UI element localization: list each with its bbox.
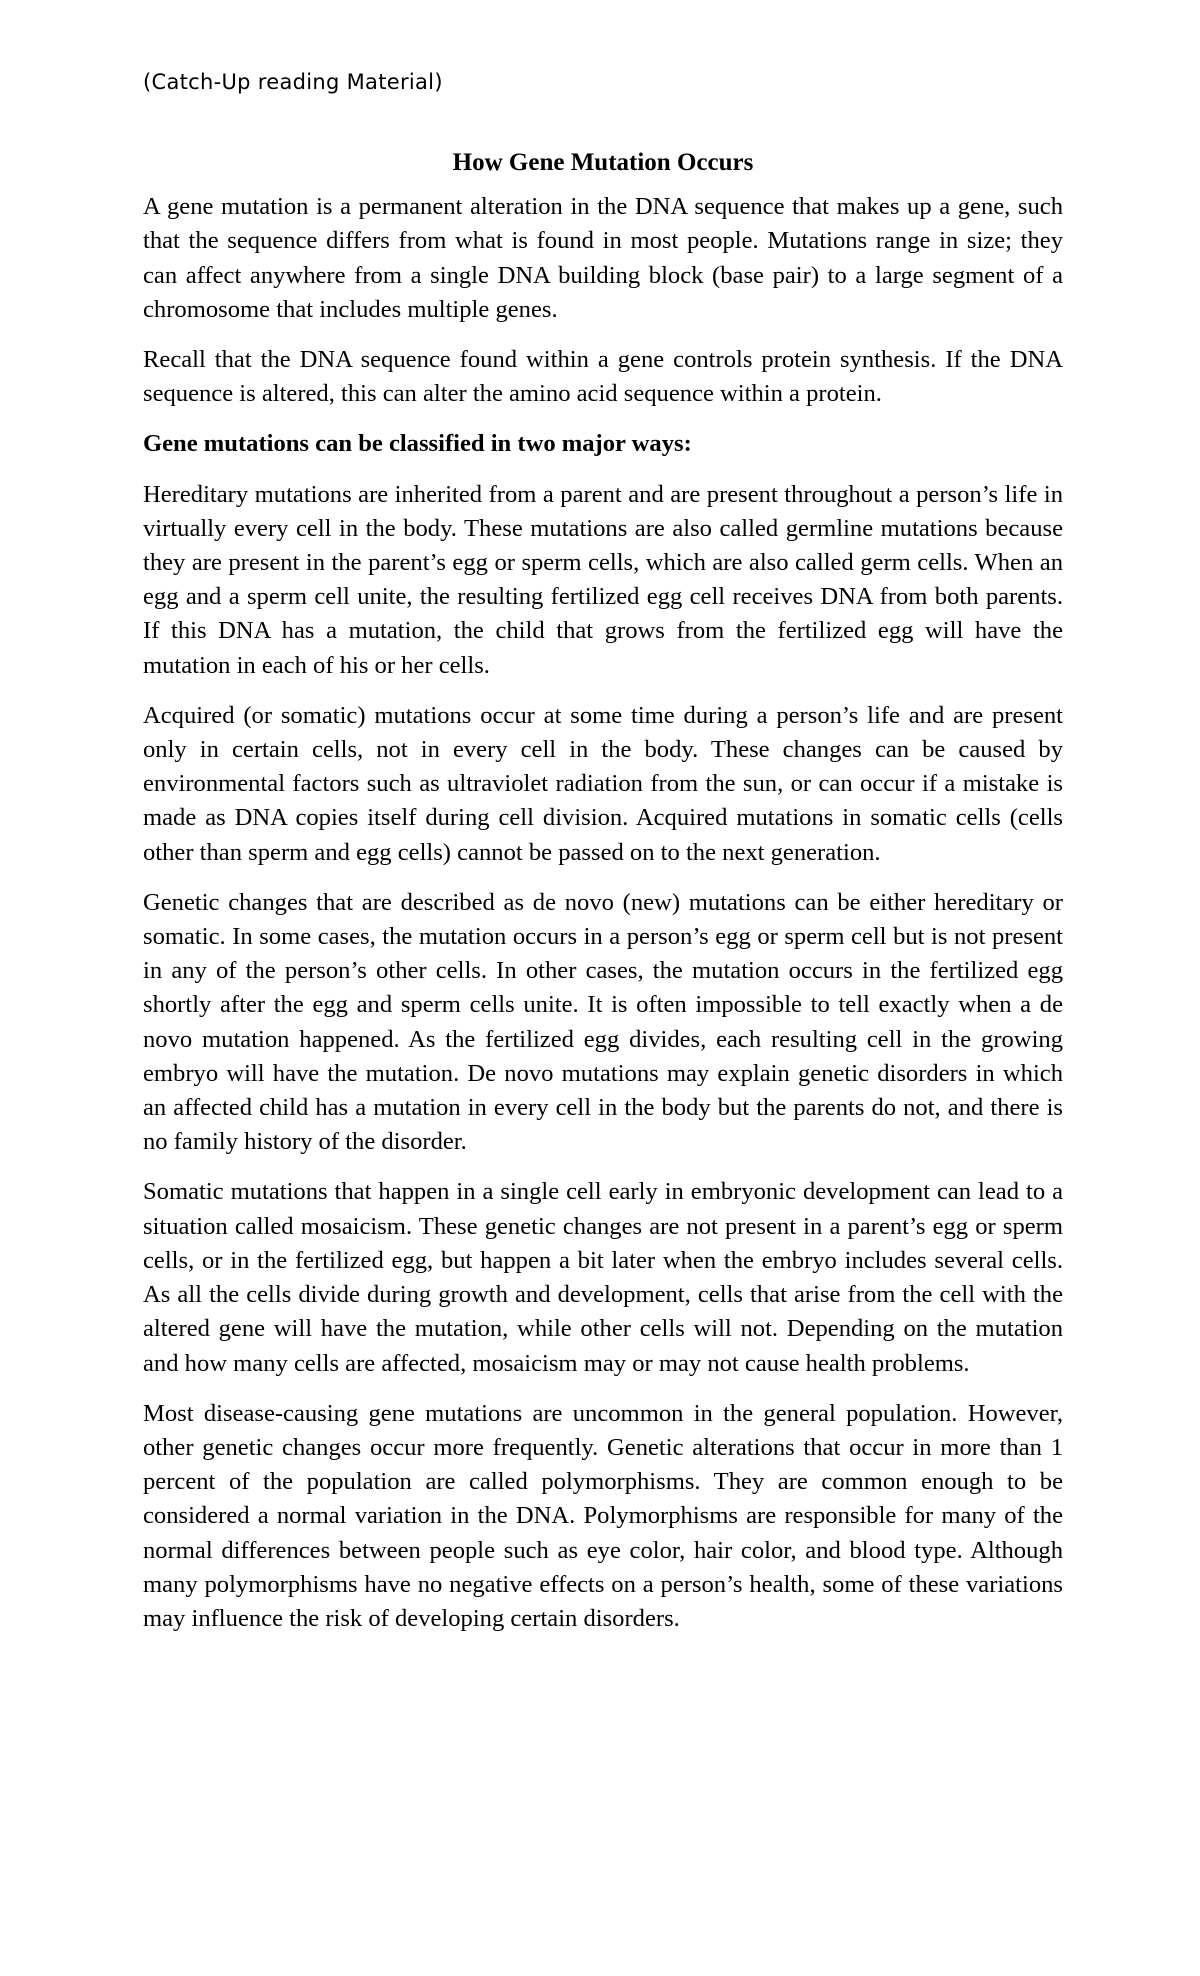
paragraph-mosaicism: Somatic mutations that happen in a single cell early in embryonic development can lead to a situation called mosaicism. These genetic changes are not present in a parent’s egg or sperm cells, or in the fertilized egg, but happen a bit later when the embryo includes several cells. As all the cells divide during growth and development, cells that arise from the cell with the altered gene will have the mutation, while other cells will not. Depending on the mutation and how many cells are affected, mosaicism may or may not cause health problems.: [143, 1178, 1063, 1377]
document-body: [143, 146, 1063, 1652]
document-title: How Gene Mutation Occurs: [452, 149, 754, 176]
paragraph-polymorphisms: Most disease-causing gene mutations are uncommon in the general population. However, other genetic changes occur more frequently. Genetic alterations that occur in more than 1 percent of the population are called polymorphisms. They are common enough to be considered a normal variation in the DNA. Polymorphisms are responsible for many of the normal differences between people such as eye color, hair color, and blood type. Although many polymorphisms have no negative effects on a person’s health, some of these variations may influence the risk of developing certain disorders.: [143, 1399, 1063, 1632]
paragraph-acquired: Acquired (or somatic) mutations occur at some time during a person’s life and are present only in certain cells, not in every cell in the body. These changes can be caused by environmental factors such as ultraviolet radiation from the sun, or can occur if a mistake is made as DNA copies itself during cell division. Acquired mutations in somatic cells (cells other than sperm and egg cells) cannot be passed on to the next generation.: [143, 701, 1063, 866]
paragraph-hereditary: Hereditary mutations are inherited from a parent and are present throughout a person’s life in virtually every cell in the body. These mutations are also called germline mutations because they are present in the parent’s egg or sperm cells, which are also called germ cells. When an egg and a sperm cell unite, the resulting fertilized egg cell receives DNA from both parents. If this DNA has a mutation, the child that grows from the fertilized egg will have the mutation in each of his or her cells.: [143, 480, 1063, 679]
section-subheading: Gene mutations can be classified in two major ways:: [143, 430, 692, 458]
paragraph-de-novo: Genetic changes that are described as de novo (new) mutations can be either hereditary or somatic. In some cases, the mutation occurs in a person’s egg or sperm cell but is not present in any of the person’s other cells. In other cases, the mutation occurs in the fertilized egg shortly after the egg and sperm cells unite. It is often impossible to tell exactly when a de novo mutation happened. As the fertilized egg divides, each resulting cell in the growing embryo will have the mutation. De novo mutations may explain genetic disorders in which an affected child has a mutation in every cell in the body but the parents do not, and there is no family history of the disorder.: [143, 888, 1063, 1156]
header-note: (Catch-Up reading Material): [143, 70, 443, 94]
paragraph-definition: A gene mutation is a permanent alteration in the DNA sequence that makes up a gene, such that the sequence differs from what is found in most people. Mutations range in size; they can affect anywhere from a single DNA building block (base pair) to a large segment of a chromosome that includes multiple genes.: [143, 193, 1063, 323]
paragraph-protein-synthesis: Recall that the DNA sequence found within a gene controls protein synthesis. If the DNA sequence is altered, this can alter the amino acid sequence within a protein.: [143, 346, 1063, 408]
